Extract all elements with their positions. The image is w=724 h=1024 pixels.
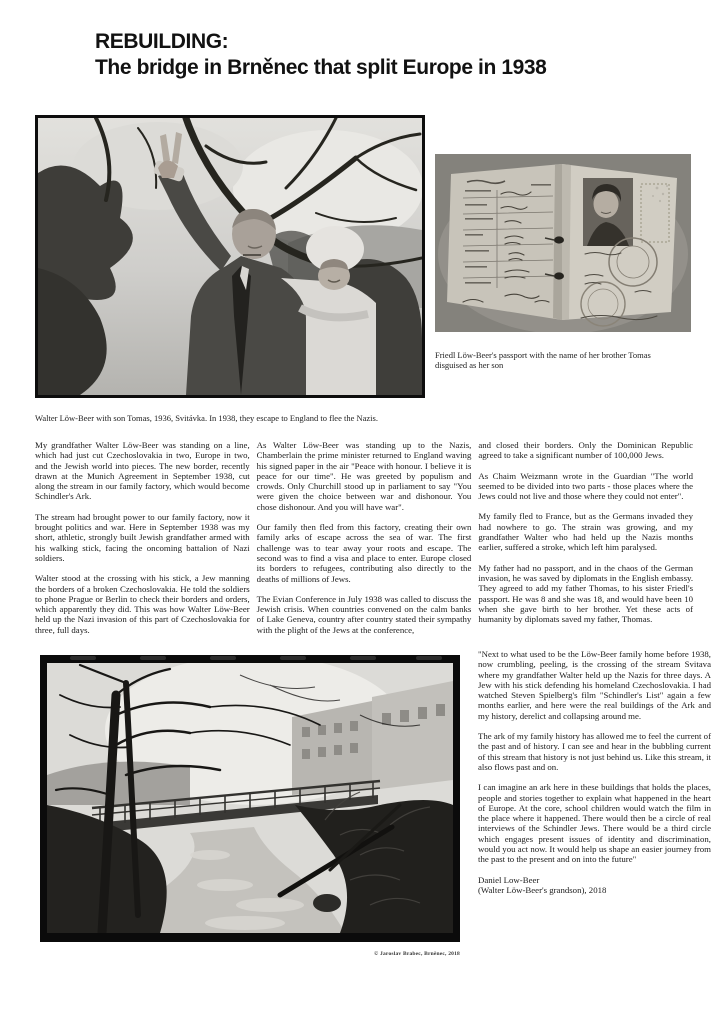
paragraph: The stream had brought power to our family factory, now it brought politics and war. Here in September 1938 was my short, athletic, strongly built Jewish grandfather armed with his walking stick, facing the oncoming battalion of Nazi soldiers.: [35, 511, 250, 563]
paragraph: Our family then fled from this factory, creating their own family arks of escape across the sea of war. The first challenge was to tear away your roots and escape. The second was to find a visa and place to enter. Europe closed its borders to refugees, contributing also directly to the deaths of millions of Jews.: [256, 522, 472, 584]
paragraph: and closed their borders. Only the Dominican Republic agreed to take a significant number of 100,000 Jews.: [478, 440, 694, 461]
paragraph: My grandfather Walter Löw-Beer was standing on a line, which had just cut Czechoslovakia in two, Europe in two, and the Jewish world into pieces. The new border, recently drawn at the Munich Agreement in September 1938, cut along the stream in our family factory, which would become Schindler's Ark.: [35, 440, 250, 502]
signature-name: Daniel Low-Beer: [478, 874, 540, 885]
article-columns: [35, 440, 693, 645]
passport-photo-illustration: [435, 154, 691, 332]
page-title: [95, 29, 546, 81]
family-photo-caption: Walter Löw-Beer with son Tomas, 1936, Svitávka. In 1938, they escape to England to flee the Nazis.: [35, 412, 378, 423]
paragraph: My family fled to France, but as the Germans invaded they had nowhere to go. The strain was growing, and my grandfather Walter who had held up the Nazis months earlier, suffered a stroke, which left him paralysed.: [478, 511, 694, 553]
title-main: The bridge in Brněnec that split Europe in 1938: [95, 56, 547, 79]
text-column-1: [35, 440, 250, 645]
paragraph: The ark of my family history has allowed me to feel the current of the past and of history. I can see and hear in the bubbling current of this stream that history is not just behind us. Like this stream, it also flows past and on.: [478, 731, 711, 772]
paragraph: As Walter Löw-Beer was standing up to the Nazis, Chamberlain the prime minister returned to England waving his signed paper in the air "Peace with honour. I believe it is peace for our time". He was greeted by populism and crowds. Only Churchill stood up in parliament to say "You were given the choice between war and dishonour. You chose dishonour. And you will have war".: [256, 440, 472, 512]
text-column-3: [478, 440, 693, 645]
text-column-2: [257, 440, 472, 645]
title-kicker: REBUILDING:: [95, 30, 229, 53]
paragraph: Walter stood at the crossing with his stick, a Jew manning the borders of a broken Czechoslovakia. He told the soldiers to phone Prague or Berlin to check their borders and orders, which apparently they did. This was how Walter Löw-Beer held up the Nazi invasion of this part of Czechoslovakia for three, full days.: [35, 573, 250, 635]
paragraph: "Next to what used to be the Löw-Beer family home before 1938, now crumbling, peeling, is the crossing of the stream Svitava where my grandfather Walter held up the Nazis for three days. A Jew with his stick defending his homeland Czechoslovakia. I had watched Steven Spielberg's film "Schindler's List" again a few months earlier, and here were the real buildings of the Ark and my history, derelict and collapsing around me.: [478, 649, 711, 721]
bridge-photo-illustration: [40, 655, 460, 942]
quote-column: [478, 649, 711, 895]
bridge-photo-credit: © Jaroslav Brabec, Brněnec, 2018: [374, 950, 460, 957]
paragraph: The Evian Conference in July 1938 was called to discuss the Jewish crisis. When countries convened on the calm banks of Lake Geneva, country after country stated their sympathy with the plight of the Jews at the conference,: [256, 593, 472, 635]
passport-photo-caption: Friedl Löw-Beer's passport with the name of her brother Tomas disguised as her son: [435, 349, 651, 370]
family-photo: [35, 115, 425, 398]
signature-detail: (Walter Löw-Beer's grandson), 2018: [478, 884, 607, 895]
paragraph: As Chaim Weizmann wrote in the Guardian "The world seemed to be divided into two parts - those places where the Jews could not live and those where they could not enter".: [478, 470, 694, 502]
family-photo-illustration: [38, 118, 422, 395]
bridge-photo: [40, 655, 460, 942]
paragraph: My father had no passport, and in the chaos of the German invasion, he was saved by diplomats in the English embassy. They agreed to add my father Thomas, to his sister Friedl's passport. He was 8 and she was 18, and would have been 10 when she gave birth to her brother. Yet these acts of humanity by diplomats saved my father, Thomas.: [478, 562, 694, 625]
passport-photo: [435, 154, 691, 332]
paragraph: I can imagine an ark here in these buildings that holds the places, people and stories together to explain what happened in the heart of Europe. At the core, school children would watch the film in the place where it happened. There would then be a circle of real interviews of the Schindler Jews. There would be a third circle which engages present issues of identity and discrimination, would you act now. It would help us shape an easier journey from the past to the present and on into the future": [478, 782, 711, 865]
